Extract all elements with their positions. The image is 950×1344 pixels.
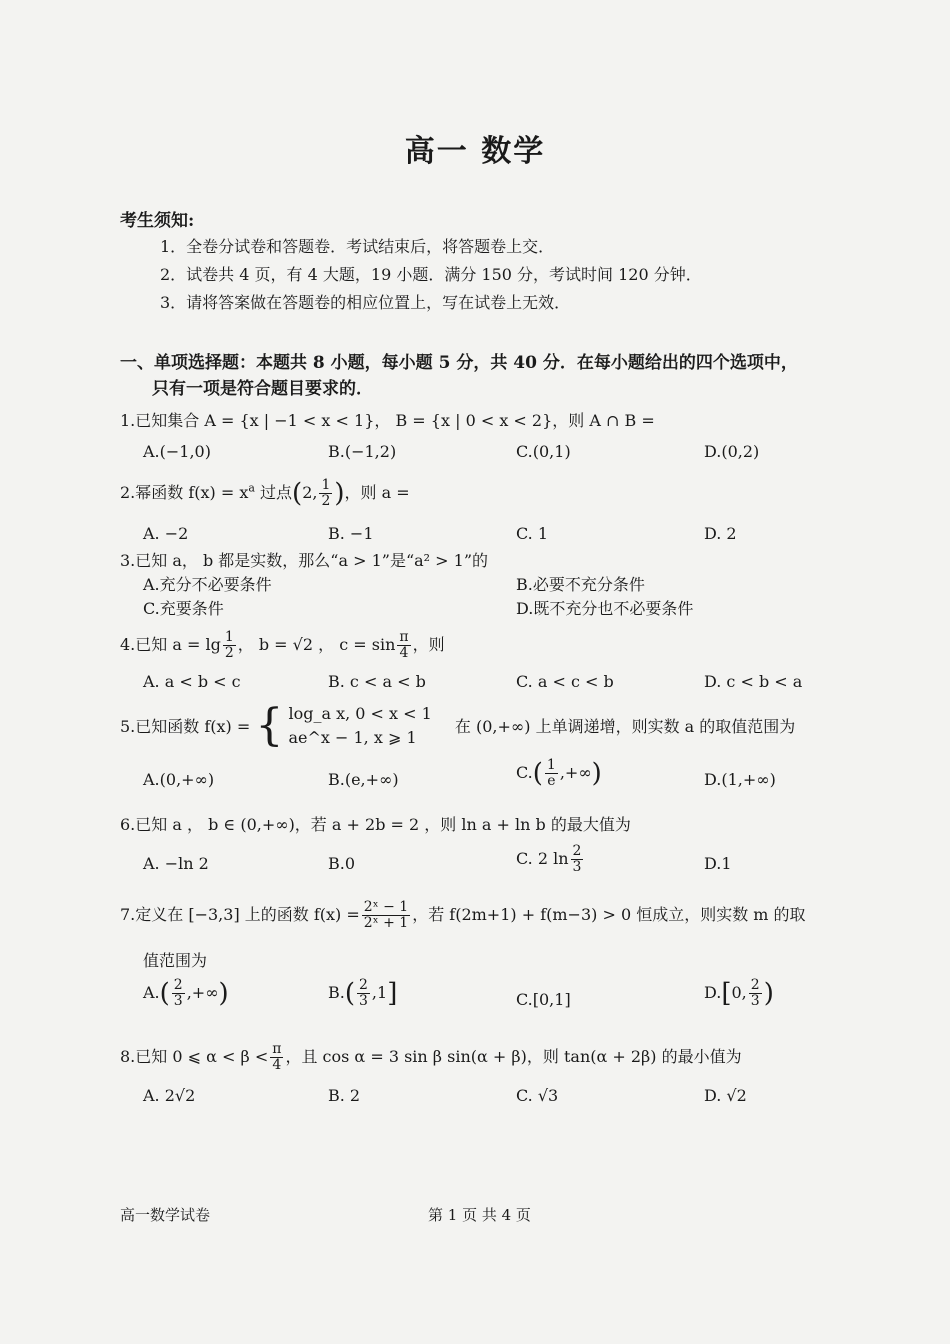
q6-option-b: B.0: [328, 854, 356, 873]
q5-optc-fraction: [545, 758, 558, 789]
q5-optc-num: 1: [546, 757, 556, 773]
q2-stem-b: 过点: [254, 483, 293, 502]
notice-item: 1．全卷分试卷和答题卷．考试结束后，将答题卷上交．: [160, 237, 555, 256]
q5-option-c: [516, 758, 602, 789]
q7-frac-den: 2ˣ + 1: [363, 915, 409, 931]
q7-optd-bracket-left: [: [721, 978, 732, 1009]
q2-stem-c: ，则 a =: [344, 483, 410, 502]
q7-option-c: C.[0,1]: [516, 990, 571, 1009]
q7-option-d: [704, 978, 774, 1009]
page-number: 第 1 页 共 4 页: [428, 1206, 531, 1224]
q7-optd-num: 2: [750, 977, 760, 993]
notice-item: 3．请将答案做在答题卷的相应位置上，写在试卷上无效．: [160, 293, 571, 312]
q8-option-c: C. √3: [516, 1086, 559, 1105]
q4-frac1-den: 2: [224, 645, 234, 661]
q7-optb-paren-left: (: [344, 978, 355, 1009]
q2-paren-left: (: [292, 478, 303, 509]
q7-optb-den: 3: [359, 993, 368, 1009]
q2-option-d: D. 2: [704, 524, 737, 543]
q1-option-b: B.(−1,2): [328, 442, 397, 461]
q8-option-b: B. 2: [328, 1086, 361, 1105]
q7-optb-label: B.: [328, 983, 345, 1002]
q5-stem-a: 5.已知函数 f(x) =: [120, 717, 251, 736]
q7-opta-fraction: [172, 978, 185, 1009]
question-1-stem: 1.已知集合 A = {x | −1 < x < 1}， B = {x | 0 < x < 2}，则 A ∩ B =: [120, 411, 655, 430]
q6-option-d: D.1: [704, 854, 732, 873]
q7-option-a: [143, 978, 229, 1009]
q6-optc-den: 3: [572, 859, 582, 875]
q4-option-d: D. c < b < a: [704, 672, 803, 691]
q4-fraction-2: [397, 630, 410, 661]
q8-option-a: A. 2√2: [143, 1086, 196, 1105]
q7-optd-den: 3: [750, 993, 760, 1009]
q5-case-1: log_a x, 0 < x < 1: [288, 703, 432, 723]
q7-optd-label: D.: [704, 983, 722, 1002]
question-4-stem: [120, 630, 445, 661]
q4-option-a: A. a < b < c: [143, 672, 241, 691]
section-heading-cont: 只有一项是符合题目要求的．: [152, 379, 373, 399]
q7-stem-a: 7.定义在 [−3,3] 上的函数 f(x) =: [120, 905, 360, 924]
page-title: 高一 数学: [404, 134, 546, 169]
q8-frac-num: π: [272, 1041, 282, 1057]
q5-optc-paren-left: (: [532, 758, 543, 789]
q2-option-c: C. 1: [516, 524, 549, 543]
q6-option-a: A. −ln 2: [143, 854, 209, 873]
q2-option-b: B. −1: [328, 524, 374, 543]
q5-optc-paren-right: ): [591, 758, 602, 789]
question-8-stem: [120, 1042, 742, 1073]
q4-option-c: C. a < c < b: [516, 672, 614, 691]
q3-option-a: A.充分不必要条件: [143, 575, 272, 594]
q2-paren-right: ): [334, 478, 345, 509]
question-6-stem: 6.已知 a ， b ∈ (0,+∞)，若 a + 2b = 2 ，则 ln a + ln b 的最大值为: [120, 815, 631, 834]
q4-stem-c: ，则: [412, 635, 445, 654]
q5-case-2: ae^x − 1, x ⩾ 1: [288, 727, 417, 747]
q4-frac1-num: 1: [224, 629, 234, 645]
section-heading: 一、单项选择题：本题共 8 小题，每小题 5 分，共 40 分．在每小题给出的四个选项中，: [120, 353, 798, 373]
q8-stem-b: ，且 cos α = 3 sin β sin(α + β)，则 tan(α + 2β) 的最小值为: [285, 1047, 742, 1066]
q7-optb-rest: ,1: [371, 983, 388, 1002]
question-5-stem: [120, 700, 795, 751]
q2-frac-num: 1: [321, 477, 331, 493]
q5-brace: {: [255, 700, 284, 751]
q6-optc-num: 2: [572, 843, 582, 859]
question-3-stem: 3.已知 a， b 都是实数，那么“a > 1”是“a² > 1”的: [120, 551, 489, 570]
q7-optb-num: 2: [359, 977, 368, 993]
q2-stem-a: 2.幂函数 f(x) = x: [120, 483, 249, 502]
footer-title: 高一数学试卷: [120, 1206, 211, 1224]
q4-frac2-num: π: [399, 629, 409, 645]
notice-heading: 考生须知:: [120, 211, 195, 231]
q7-optd-paren-right: ): [763, 978, 774, 1009]
q7-optd-fraction: [749, 978, 762, 1009]
q7-opta-num: 2: [173, 977, 183, 993]
q8-option-d: D. √2: [704, 1086, 747, 1105]
notice-item: 2．试卷共 4 页，有 4 大题，19 小题．满分 150 分，考试时间 120 分钟．: [160, 265, 702, 284]
q7-option-b: [328, 978, 397, 1009]
q4-stem-a: 4.已知 a = lg: [120, 635, 221, 654]
q7-stem-b: ，若 f(2m+1) + f(m−3) > 0 恒成立，则实数 m 的取: [412, 905, 806, 924]
question-2-stem: [120, 478, 410, 509]
q2-fraction: [319, 478, 332, 509]
q4-option-b: B. c < a < b: [328, 672, 426, 691]
question-7-stem-cont: 值范围为: [143, 951, 208, 970]
q4-frac2-den: 4: [399, 645, 409, 661]
q1-option-d: D.(0,2): [704, 442, 760, 461]
q7-opta-paren-right: ): [218, 978, 229, 1009]
q6-optc-fraction: [571, 844, 584, 875]
q7-opta-label: A.: [143, 983, 160, 1002]
q7-optd-pre: 0,: [731, 983, 747, 1002]
question-7-stem: [120, 900, 806, 931]
q8-fraction: [270, 1042, 283, 1073]
q4-stem-b: ， b = √2 ， c = sin: [237, 635, 396, 654]
q7-fraction: [362, 900, 410, 931]
q4-fraction-1: [223, 630, 236, 661]
q7-opta-paren-left: (: [159, 978, 170, 1009]
q8-stem-a: 8.已知 0 ⩽ α < β <: [120, 1047, 269, 1066]
q2-frac-den: 2: [321, 493, 331, 509]
q7-optb-fraction: [357, 978, 370, 1009]
q1-option-c: C.(0,1): [516, 442, 571, 461]
q7-opta-den: 3: [173, 993, 183, 1009]
q3-option-c: C.充要条件: [143, 599, 224, 618]
q7-opta-rest: ,+∞: [186, 983, 219, 1002]
q3-option-d: D.既不充分也不必要条件: [516, 599, 694, 618]
q5-option-d: D.(1,+∞): [704, 770, 776, 789]
q7-optb-bracket-right: ]: [387, 978, 398, 1009]
q7-frac-num: 2ˣ − 1: [363, 899, 409, 915]
q5-optc-rest: ,+∞: [559, 763, 592, 782]
q3-option-b: B.必要不充分条件: [516, 575, 645, 594]
q6-optc-label: C. 2 ln: [516, 849, 569, 868]
q2-point: 2,: [302, 483, 318, 502]
q5-option-a: A.(0,+∞): [143, 770, 215, 789]
q2-exponent: a: [248, 481, 255, 495]
q5-optc-label: C.: [516, 763, 533, 782]
q8-frac-den: 4: [272, 1057, 282, 1073]
q5-option-b: B.(e,+∞): [328, 770, 399, 789]
q2-option-a: A. −2: [143, 524, 189, 543]
q6-option-c: [516, 844, 585, 875]
q5-stem-b: 在 (0,+∞) 上单调递增，则实数 a 的取值范围为: [454, 717, 796, 736]
q5-cases: [288, 702, 431, 750]
q5-optc-den: e: [547, 773, 556, 789]
q1-option-a: A.(−1,0): [143, 442, 211, 461]
